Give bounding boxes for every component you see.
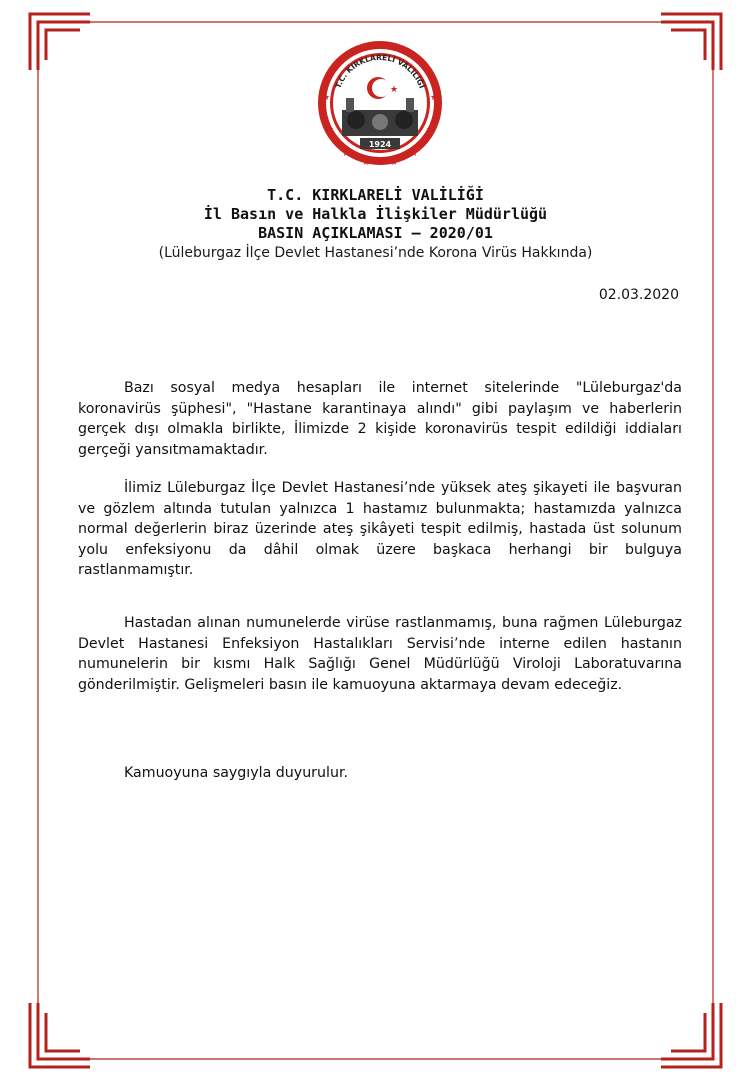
svg-text:★: ★ (389, 158, 399, 168)
body-paragraph-1: Bazı sosyal medya hesapları ile internet sitelerinde "Lüleburgaz'da koronavirüs şüphesi", "Hastane karantinaya alındı" gibi paylaşım ve haberlerin gerçek dışı olmakla birlikte, İlimizde 2 kişide koronavirüs tespit edildiği iddiaları gerçeği yansıtmamaktadır. (78, 380, 682, 458)
svg-text:★: ★ (361, 158, 371, 168)
svg-text:★: ★ (409, 149, 419, 159)
header-institution: T.C. KIRKLARELİ VALİLİĞİ (267, 186, 484, 204)
svg-text:★: ★ (419, 63, 429, 73)
header-directorate: İl Basın ve Halkla İlişkiler Müdürlüğü (203, 205, 548, 223)
document-header (0, 186, 751, 263)
seal-top-text: T.C. KIRKLARELİ VALİLİĞİ (333, 52, 427, 90)
svg-text:★: ★ (341, 149, 351, 159)
document-date: 02.03.2020 (598, 287, 679, 303)
svg-text:★: ★ (331, 63, 341, 73)
svg-text:★: ★ (429, 93, 439, 103)
body-closing: Kamuoyuna saygıyla duyurulur. (124, 765, 348, 781)
svg-text:★: ★ (425, 125, 435, 135)
header-subject: (Lüleburgaz İlçe Devlet Hastanesi’nde Korona Virüs Hakkında) (158, 245, 593, 261)
body-paragraph-2: İlimiz Lüleburgaz İlçe Devlet Hastanesi’nde yüksek ateş şikayeti ile başvuran ve gözlem altında tutulan yalnızca 1 hastamız bulunmakta; hastamızda yalnızca normal değerlerin biraz üzerinde ateş şikâyeti tespit edilmiş, hastada üst solunum yolu enfeksiyonu da dâhil olmak üzere başkaca herhangi bir bulguya rastlanmamıştır. (78, 480, 682, 578)
svg-text:★: ★ (321, 93, 331, 103)
seal-year: 1924 (368, 140, 392, 149)
header-statement-number: BASIN AÇIKLAMASI – 2020/01 (258, 224, 493, 242)
body-paragraph-3: Hastadan alınan numunelerde virüse rastlanmamış, buna rağmen Lüleburgaz Devlet Hastanesi Enfeksiyon Hastalıkları Servisi’nde interne edilen hastanın numunelerin bir kısmı Halk Sağlığı Genel Müdürlüğü Viroloji Laboratuvarına gönderilmiştir. Gelişmeleri basın ile kamuoyuna aktarmaya devam edeceğiz. (78, 615, 682, 693)
governorship-seal (316, 38, 444, 168)
svg-text:★: ★ (390, 85, 399, 95)
svg-text:★: ★ (325, 125, 335, 135)
